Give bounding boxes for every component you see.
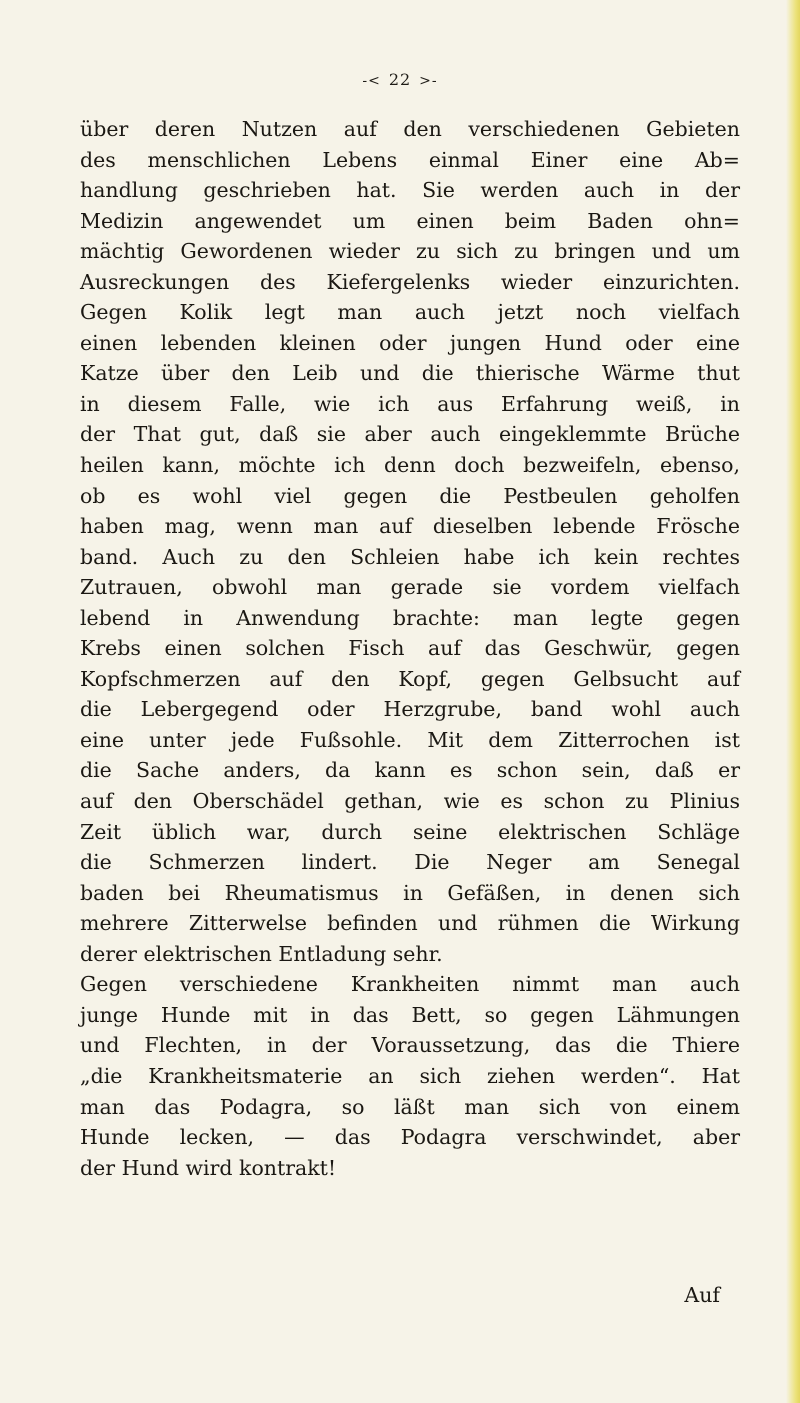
text-line: baden bei Rheumatismus in Gefäßen, in denen sich bbox=[80, 880, 740, 905]
text-line: Kopfschmerzen auf den Kopf, gegen Gelbsucht auf bbox=[80, 666, 740, 691]
text-line: die Lebergegend oder Herzgrube, band wohl auch bbox=[80, 697, 740, 722]
text-line: lebend in Anwendung brachte: man legte gegen bbox=[80, 605, 740, 630]
text-line: Zutrauen, obwohl man gerade sie vordem vielfach bbox=[80, 575, 740, 600]
text-line: eine unter jede Fußsohle. Mit dem Zitterrochen ist bbox=[80, 727, 740, 752]
text-line: Gegen verschiedene Krankheiten nimmt man auch bbox=[80, 972, 740, 997]
page-edge bbox=[786, 0, 800, 1403]
page-number: 22 bbox=[388, 70, 412, 89]
text-line: Ausreckungen des Kiefergelenks wieder einzurichten. bbox=[80, 269, 740, 294]
text-line: die Schmerzen lindert. Die Neger am Senegal bbox=[80, 850, 740, 875]
text-line: mehrere Zitterwelse befinden und rühmen die Wirkung bbox=[80, 911, 740, 936]
text-line: der Hund wird kontrakt! bbox=[80, 1155, 337, 1180]
text-line: junge Hunde mit in das Bett, so gegen Lähmungen bbox=[80, 1002, 740, 1027]
text-line: mächtig Gewordenen wieder zu sich zu bringen und um bbox=[80, 239, 740, 264]
text-line: auf den Oberschädel gethan, wie es schon zu Plinius bbox=[80, 789, 740, 814]
text-line: band. Auch zu den Schleien habe ich kein rechtes bbox=[80, 544, 740, 569]
header-ornament-left: -< bbox=[362, 73, 381, 89]
text-line: des menschlichen Lebens einmal Einer eine Ab= bbox=[80, 147, 740, 172]
text-line: ob es wohl viel gegen die Pestbeulen geholfen bbox=[80, 483, 740, 508]
text-line: einen lebenden kleinen oder jungen Hund oder eine bbox=[80, 330, 740, 355]
text-line: die Sache anders, da kann es schon sein, daß er bbox=[80, 758, 740, 783]
text-line: Gegen Kolik legt man auch jetzt noch vielfach bbox=[80, 300, 740, 325]
body-text bbox=[80, 114, 740, 1183]
text-line: „die Krankheitsmaterie an sich ziehen werden“. Hat bbox=[80, 1063, 740, 1088]
page-header bbox=[0, 70, 800, 89]
text-line: haben mag, wenn man auf dieselben lebende Frösche bbox=[80, 514, 740, 539]
text-line: und Flechten, in der Voraussetzung, das die Thiere bbox=[80, 1033, 740, 1058]
text-line: heilen kann, möchte ich denn doch bezweifeln, ebenso, bbox=[80, 453, 740, 478]
text-line: Hunde lecken, — das Podagra verschwindet, aber bbox=[80, 1125, 740, 1150]
text-line: man das Podagra, so läßt man sich von einem bbox=[80, 1094, 740, 1119]
text-line: der That gut, daß sie aber auch eingeklemmte Brüche bbox=[80, 422, 740, 447]
text-line: derer elektrischen Entladung sehr. bbox=[80, 941, 443, 966]
text-line: in diesem Falle, wie ich aus Erfahrung weiß, in bbox=[80, 391, 740, 416]
text-line: Krebs einen solchen Fisch auf das Geschwür, gegen bbox=[80, 636, 740, 661]
header-ornament-right: >- bbox=[419, 73, 438, 89]
text-line: Zeit üblich war, durch seine elektrischen Schläge bbox=[80, 819, 740, 844]
text-line: über deren Nutzen auf den verschiedenen Gebieten bbox=[80, 117, 740, 141]
catchword: Auf bbox=[684, 1283, 720, 1307]
text-line: Medizin angewendet um einen beim Baden ohn= bbox=[80, 208, 740, 233]
text-line: handlung geschrieben hat. Sie werden auch in der bbox=[80, 178, 740, 203]
text-line: Katze über den Leib und die thierische Wärme thut bbox=[80, 361, 740, 386]
